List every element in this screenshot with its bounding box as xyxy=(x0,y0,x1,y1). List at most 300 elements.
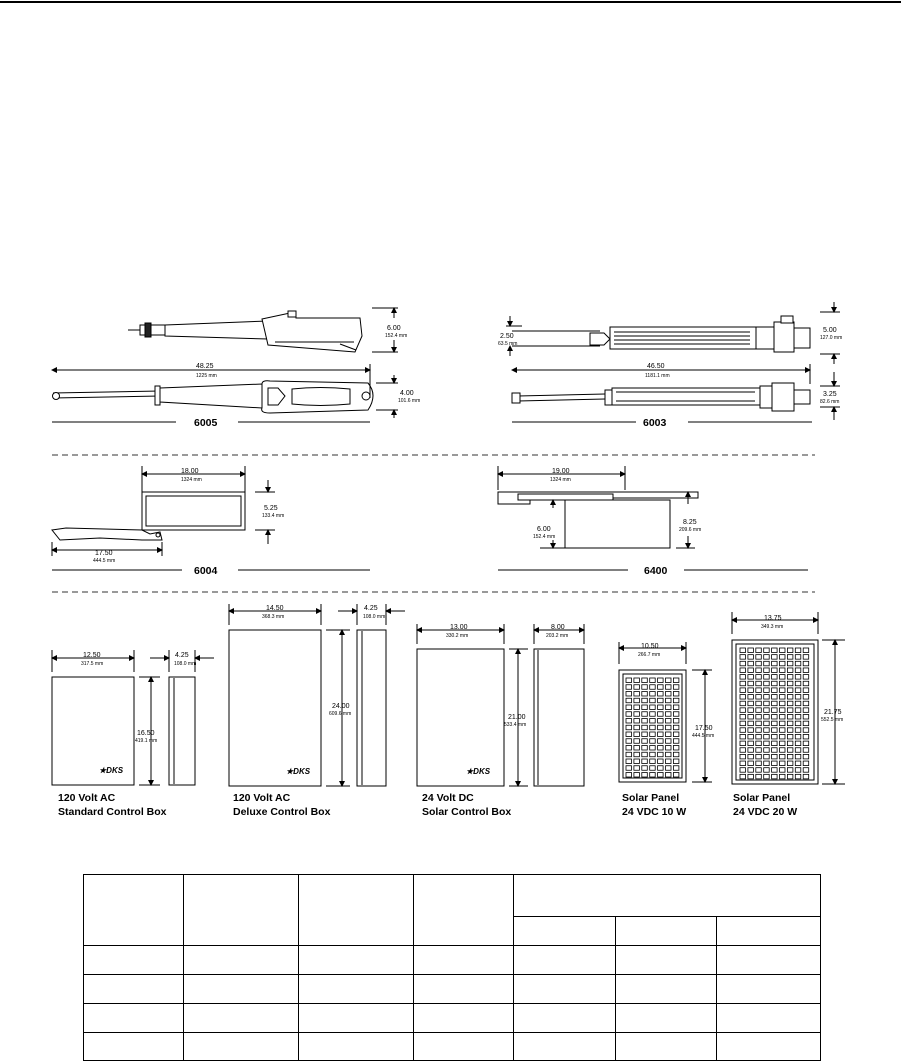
solar-cell xyxy=(748,668,754,673)
table-cell xyxy=(299,946,414,975)
solar-cell xyxy=(658,685,664,690)
solar-cell xyxy=(787,655,793,660)
model-6004-label: 6004 xyxy=(194,565,218,577)
solar-cell xyxy=(748,648,754,653)
solar-cell xyxy=(772,655,778,660)
solar-cell xyxy=(787,741,793,746)
solar-cell xyxy=(642,759,648,764)
solar-cell xyxy=(634,678,640,683)
solar-cell xyxy=(764,661,770,666)
deluxe-box-depth-mm: 108.0 mm xyxy=(363,614,386,620)
solar-cell xyxy=(772,701,778,706)
solar-cell xyxy=(803,648,809,653)
solar-cell xyxy=(780,721,786,726)
solar-cell xyxy=(634,739,640,744)
solar-cell xyxy=(795,688,801,693)
solar-cell xyxy=(666,712,672,717)
solar-cell xyxy=(780,708,786,713)
solar-cell xyxy=(756,708,762,713)
standard-box-width-mm: 317.5 mm xyxy=(81,661,104,667)
solar-cell xyxy=(740,728,746,733)
deluxe-box-width-dim: 14.50 xyxy=(266,605,284,612)
deluxe-control-box-drawing xyxy=(229,604,405,786)
solar-cell xyxy=(673,773,679,778)
solar-cell xyxy=(740,681,746,686)
solar-cell xyxy=(650,719,656,724)
solar-cell xyxy=(756,715,762,720)
model-6003-width-mm: 82.6 mm xyxy=(820,399,840,405)
solar-cell xyxy=(650,678,656,683)
solar-cell xyxy=(787,754,793,759)
model-6005-drawing xyxy=(52,308,398,422)
solar-cell xyxy=(642,712,648,717)
solar-panel-10w-cells xyxy=(626,678,679,777)
solar-panel-20w-width-mm: 349.3 mm xyxy=(761,624,784,630)
solar-box-caption-2: Solar Control Box xyxy=(422,806,512,818)
solar-cell xyxy=(650,759,656,764)
solar-cell xyxy=(780,648,786,653)
spec-table xyxy=(83,874,821,1061)
solar-cell xyxy=(748,701,754,706)
solar-cell xyxy=(803,675,809,680)
table-cell xyxy=(514,875,821,917)
solar-cell xyxy=(666,725,672,730)
table-cell xyxy=(717,1004,821,1033)
solar-cell xyxy=(650,698,656,703)
solar-cell xyxy=(795,661,801,666)
solar-cell xyxy=(756,748,762,753)
table-header-row xyxy=(84,875,821,917)
solar-cell xyxy=(748,768,754,773)
table-cell xyxy=(616,1004,717,1033)
solar-cell xyxy=(764,715,770,720)
solar-cell xyxy=(748,774,754,779)
model-6003-length-mm: 1181.1 mm xyxy=(645,373,670,379)
solar-cell xyxy=(803,695,809,700)
solar-cell xyxy=(658,759,664,764)
solar-cell xyxy=(658,752,664,757)
solar-cell xyxy=(803,655,809,660)
solar-cell xyxy=(772,695,778,700)
solar-cell xyxy=(666,719,672,724)
solar-cell xyxy=(673,678,679,683)
solar-cell xyxy=(787,715,793,720)
solar-cell xyxy=(795,655,801,660)
solar-cell xyxy=(626,712,632,717)
solar-cell xyxy=(634,773,640,778)
solar-cell xyxy=(787,675,793,680)
solar-cell xyxy=(795,768,801,773)
model-6400-drop-mm: 152.4 mm xyxy=(533,534,556,540)
solar-cell xyxy=(666,766,672,771)
solar-cell xyxy=(642,739,648,744)
solar-cell xyxy=(748,761,754,766)
table-cell xyxy=(184,1004,299,1033)
solar-cell xyxy=(795,748,801,753)
solar-cell xyxy=(666,739,672,744)
solar-cell xyxy=(772,768,778,773)
solar-cell xyxy=(673,732,679,737)
solar-cell xyxy=(634,698,640,703)
model-6003-height-dim: 5.00 xyxy=(823,327,837,334)
solar-cell xyxy=(658,766,664,771)
table-row xyxy=(84,1004,821,1033)
solar-cell xyxy=(772,741,778,746)
solar-cell xyxy=(780,695,786,700)
solar-cell xyxy=(780,728,786,733)
solar-cell xyxy=(764,741,770,746)
solar-cell xyxy=(756,688,762,693)
solar-box-caption-1: 24 Volt DC xyxy=(422,792,474,804)
table-cell xyxy=(616,917,717,946)
solar-cell xyxy=(748,681,754,686)
solar-cell xyxy=(740,655,746,660)
solar-cell xyxy=(756,695,762,700)
table-cell xyxy=(84,946,184,975)
solar-cell xyxy=(666,752,672,757)
solar-cell xyxy=(650,752,656,757)
solar-cell xyxy=(772,681,778,686)
solar-cell xyxy=(740,715,746,720)
solar-cell xyxy=(650,773,656,778)
solar-cell xyxy=(772,668,778,673)
solar-cell xyxy=(772,661,778,666)
model-6005-width-mm: 101.6 mm xyxy=(398,398,421,404)
solar-cell xyxy=(650,732,656,737)
table-cell xyxy=(414,1033,514,1061)
table-row xyxy=(84,946,821,975)
solar-cell xyxy=(748,688,754,693)
solar-cell xyxy=(740,668,746,673)
solar-cell xyxy=(748,708,754,713)
solar-cell xyxy=(748,661,754,666)
solar-cell xyxy=(764,668,770,673)
table-cell xyxy=(184,875,299,946)
solar-cell xyxy=(787,774,793,779)
solar-cell xyxy=(658,719,664,724)
table-cell xyxy=(84,1004,184,1033)
solar-cell xyxy=(634,766,640,771)
table-cell xyxy=(299,875,414,946)
table-cell xyxy=(414,875,514,946)
model-6004-top-mm: 1324 mm xyxy=(181,477,202,483)
solar-cell xyxy=(803,734,809,739)
solar-cell xyxy=(780,768,786,773)
table-cell xyxy=(514,975,616,1004)
standard-box-logo: ★DKS xyxy=(99,766,124,775)
model-6004-height-dim: 5.25 xyxy=(264,505,278,512)
solar-cell xyxy=(803,741,809,746)
model-6005-width-dim: 4.00 xyxy=(400,390,414,397)
solar-cell xyxy=(626,685,632,690)
model-6005-height-mm: 152.4 mm xyxy=(385,333,408,339)
solar-cell xyxy=(764,721,770,726)
solar-cell xyxy=(803,748,809,753)
solar-cell xyxy=(634,725,640,730)
solar-cell xyxy=(795,761,801,766)
table-cell xyxy=(514,917,616,946)
model-6003-label: 6003 xyxy=(643,417,667,429)
table-cell xyxy=(299,1004,414,1033)
solar-cell xyxy=(748,754,754,759)
table-cell xyxy=(717,1033,821,1061)
solar-cell xyxy=(748,734,754,739)
standard-box-height-mm: 419.1 mm xyxy=(135,738,158,744)
table-row xyxy=(84,1033,821,1061)
solar-cell xyxy=(803,668,809,673)
table-cell xyxy=(616,946,717,975)
solar-cell xyxy=(772,734,778,739)
solar-cell xyxy=(673,712,679,717)
table-cell xyxy=(299,1033,414,1061)
solar-cell xyxy=(780,661,786,666)
solar-cell xyxy=(803,721,809,726)
solar-cell xyxy=(772,675,778,680)
solar-cell xyxy=(673,692,679,697)
solar-cell xyxy=(666,773,672,778)
solar-cell xyxy=(756,774,762,779)
solar-cell xyxy=(626,766,632,771)
solar-cell xyxy=(626,692,632,697)
standard-box-width-dim: 12.50 xyxy=(83,652,101,659)
solar-cell xyxy=(642,678,648,683)
solar-cell xyxy=(756,681,762,686)
solar-cell xyxy=(795,668,801,673)
solar-cell xyxy=(803,754,809,759)
solar-cell xyxy=(740,741,746,746)
table-cell xyxy=(84,1033,184,1061)
solar-cell xyxy=(795,721,801,726)
solar-cell xyxy=(634,752,640,757)
deluxe-box-caption-2: Deluxe Control Box xyxy=(233,806,331,818)
solar-cell xyxy=(642,766,648,771)
solar-cell xyxy=(772,748,778,753)
solar-cell xyxy=(795,774,801,779)
solar-cell xyxy=(787,701,793,706)
solar-cell xyxy=(787,688,793,693)
solar-cell xyxy=(634,705,640,710)
table-cell xyxy=(514,1004,616,1033)
solar-cell xyxy=(740,708,746,713)
solar-cell xyxy=(803,688,809,693)
solar-cell xyxy=(740,661,746,666)
solar-panel-10w-caption-1: Solar Panel xyxy=(622,792,680,804)
solar-box-depth-dim: 8.00 xyxy=(551,624,565,631)
solar-cell xyxy=(756,734,762,739)
solar-cell xyxy=(787,695,793,700)
solar-cell xyxy=(780,754,786,759)
standard-box-height-dim: 16.50 xyxy=(137,730,155,737)
solar-cell xyxy=(673,759,679,764)
model-6400-height-mm: 209.6 mm xyxy=(679,527,702,533)
solar-cell xyxy=(626,678,632,683)
table-cell xyxy=(717,946,821,975)
solar-cell xyxy=(740,734,746,739)
solar-panel-10w-width-mm: 266.7 mm xyxy=(638,652,661,658)
deluxe-box-logo: ★DKS xyxy=(286,767,311,776)
solar-cell xyxy=(650,766,656,771)
solar-panel-20w-width-dim: 13.75 xyxy=(764,615,782,622)
solar-panel-10w-caption-2: 24 VDC 10 W xyxy=(622,806,687,818)
solar-cell xyxy=(756,721,762,726)
solar-cell xyxy=(642,705,648,710)
model-6004-arm-dim: 17.50 xyxy=(95,550,113,557)
solar-cell xyxy=(764,754,770,759)
solar-cell xyxy=(803,715,809,720)
deluxe-box-height-mm: 609.6 mm xyxy=(329,711,352,717)
solar-cell xyxy=(740,688,746,693)
solar-cell xyxy=(803,701,809,706)
solar-cell xyxy=(772,754,778,759)
model-6400-drawing xyxy=(498,466,808,570)
solar-cell xyxy=(634,692,640,697)
solar-cell xyxy=(673,746,679,751)
table-cell xyxy=(414,946,514,975)
solar-panel-20w-height-mm: 552.5 mm xyxy=(821,717,844,723)
model-6400-top-mm: 1324 mm xyxy=(550,477,571,483)
solar-cell xyxy=(764,675,770,680)
solar-cell xyxy=(780,774,786,779)
model-6003-offset-mm: 63.5 mm xyxy=(498,341,518,347)
solar-cell xyxy=(780,701,786,706)
solar-cell xyxy=(787,734,793,739)
solar-cell xyxy=(626,746,632,751)
solar-cell xyxy=(803,774,809,779)
solar-cell xyxy=(772,715,778,720)
solar-cell xyxy=(787,728,793,733)
solar-cell xyxy=(673,685,679,690)
solar-cell xyxy=(740,701,746,706)
model-6003-length-dim: 46.50 xyxy=(647,363,665,370)
solar-cell xyxy=(658,712,664,717)
solar-cell xyxy=(748,748,754,753)
model-6005-length-dim: 48.25 xyxy=(196,363,214,370)
solar-cell xyxy=(803,708,809,713)
solar-cell xyxy=(787,661,793,666)
solar-cell xyxy=(626,732,632,737)
solar-cell xyxy=(740,761,746,766)
solar-cell xyxy=(666,759,672,764)
solar-cell xyxy=(740,754,746,759)
solar-cell xyxy=(626,752,632,757)
solar-cell xyxy=(764,734,770,739)
standard-box-caption-2: Standard Control Box xyxy=(58,806,167,818)
model-6400-drop-dim: 6.00 xyxy=(537,526,551,533)
solar-cell xyxy=(642,725,648,730)
solar-cell xyxy=(787,721,793,726)
solar-cell xyxy=(666,698,672,703)
solar-cell xyxy=(780,681,786,686)
solar-cell xyxy=(642,719,648,724)
table-cell xyxy=(414,975,514,1004)
solar-cell xyxy=(772,688,778,693)
solar-cell xyxy=(626,725,632,730)
solar-cell xyxy=(748,695,754,700)
solar-cell xyxy=(764,688,770,693)
solar-cell xyxy=(795,728,801,733)
solar-cell xyxy=(642,773,648,778)
solar-cell xyxy=(748,715,754,720)
solar-cell xyxy=(795,675,801,680)
solar-panel-20w-caption-1: Solar Panel xyxy=(733,792,791,804)
solar-cell xyxy=(650,746,656,751)
model-6005-label: 6005 xyxy=(194,417,218,429)
solar-control-box-drawing xyxy=(417,624,584,786)
solar-cell xyxy=(650,725,656,730)
solar-panel-20w-caption-2: 24 VDC 20 W xyxy=(733,806,798,818)
solar-cell xyxy=(658,692,664,697)
solar-cell xyxy=(772,728,778,733)
solar-cell xyxy=(642,698,648,703)
solar-cell xyxy=(740,695,746,700)
solar-cell xyxy=(626,719,632,724)
solar-cell xyxy=(764,748,770,753)
solar-cell xyxy=(634,719,640,724)
solar-cell xyxy=(780,688,786,693)
solar-cell xyxy=(756,728,762,733)
solar-box-depth-mm: 203.2 mm xyxy=(546,633,569,639)
solar-cell xyxy=(764,728,770,733)
solar-cell xyxy=(626,698,632,703)
solar-cell xyxy=(795,715,801,720)
solar-cell xyxy=(658,698,664,703)
deluxe-box-caption-1: 120 Volt AC xyxy=(233,792,291,804)
solar-cell xyxy=(787,708,793,713)
solar-cell xyxy=(626,773,632,778)
solar-cell xyxy=(764,774,770,779)
solar-cell xyxy=(764,695,770,700)
solar-cell xyxy=(756,655,762,660)
table-row xyxy=(84,975,821,1004)
solar-cell xyxy=(666,678,672,683)
solar-cell xyxy=(666,705,672,710)
solar-cell xyxy=(787,648,793,653)
solar-cell xyxy=(748,721,754,726)
table-cell xyxy=(616,975,717,1004)
solar-cell xyxy=(756,754,762,759)
solar-cell xyxy=(756,761,762,766)
solar-cell xyxy=(780,748,786,753)
solar-cell xyxy=(740,748,746,753)
solar-cell xyxy=(803,681,809,686)
solar-panel-10w-width-dim: 10.50 xyxy=(641,643,659,650)
solar-cell xyxy=(748,728,754,733)
solar-cell xyxy=(642,692,648,697)
solar-panel-10w-height-mm: 444.5 mm xyxy=(692,733,715,739)
solar-cell xyxy=(634,759,640,764)
table-cell xyxy=(84,975,184,1004)
solar-cell xyxy=(740,721,746,726)
solar-cell xyxy=(795,701,801,706)
deluxe-box-height-dim: 24.00 xyxy=(332,703,350,710)
solar-cell xyxy=(658,678,664,683)
model-6004-arm-mm: 444.5 mm xyxy=(93,558,116,564)
solar-cell xyxy=(748,741,754,746)
solar-cell xyxy=(756,668,762,673)
standard-control-box-drawing xyxy=(52,650,214,785)
solar-cell xyxy=(642,752,648,757)
model-6400-top-dim: 19.00 xyxy=(552,468,570,475)
solar-cell xyxy=(740,648,746,653)
solar-cell xyxy=(803,728,809,733)
solar-cell xyxy=(764,761,770,766)
table-cell xyxy=(514,946,616,975)
standard-box-caption-1: 120 Volt AC xyxy=(58,792,116,804)
table-cell xyxy=(84,875,184,946)
solar-cell xyxy=(634,712,640,717)
solar-cell xyxy=(658,746,664,751)
solar-cell xyxy=(787,768,793,773)
